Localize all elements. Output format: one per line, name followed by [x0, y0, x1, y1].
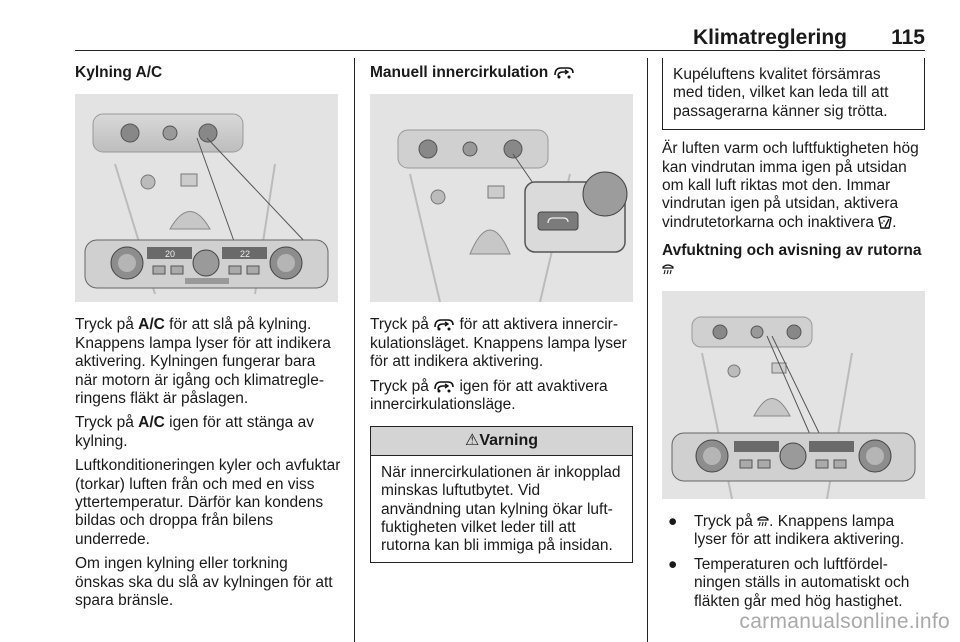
paragraph-recirc-on: Tryck på för att aktivera innercirkulationsläget. Knappens lampa lyser för att indikera aktivering.	[370, 316, 627, 371]
display-right-temp: 22	[240, 249, 251, 260]
chapter-title: Klimatreglering	[692, 26, 847, 49]
warning-header	[371, 427, 632, 455]
recirculation-icon	[433, 317, 455, 331]
warning-title: Varning	[479, 432, 539, 450]
watermark: carmanualsonline.info	[739, 610, 950, 633]
defrost-panel-illustration	[662, 291, 925, 499]
column-2	[370, 58, 633, 563]
figure-recirculation-panel	[370, 94, 633, 302]
recirculation-panel-illustration	[370, 94, 633, 302]
windscreen-wiper-icon	[878, 215, 892, 229]
ac-key-label: A/C	[138, 414, 165, 432]
column-divider-1	[354, 58, 355, 642]
defrost-icon	[757, 514, 769, 528]
ac-panel-illustration	[75, 94, 338, 302]
defrost-icon	[662, 262, 674, 276]
section-heading-cooling: Kylning A/C	[75, 64, 163, 81]
list-item: ● Tryck på . Knappens lampa lyser för att indikera aktivering.	[668, 513, 905, 549]
column-1	[75, 58, 341, 617]
figure-defrost-panel	[662, 291, 925, 499]
warning-text: När innercirkulationen är inkopplad minskas luftutbytet. Vid användning utan kylning ökar luftfuktigheten vilket leder till att rutorna kan bli immiga på insidan.	[381, 463, 621, 555]
paragraph-ac-fuel: Om ingen kylning eller torkning önskas ska du slå av kylningen för att spara bränsle.	[75, 555, 333, 610]
warning-box	[370, 426, 633, 562]
page-number: 115	[891, 26, 925, 49]
paragraph-ac-condensation: Luftkonditioneringen kyler och avfuktar (torkar) luften från och med en viss yttertemperatur. Därför kan kondens bildas och droppa från bilens underrede.	[75, 457, 341, 548]
warning-icon: ⚠	[464, 432, 480, 450]
paragraph-recirc-off: Tryck på igen för att avaktivera innercirkulationsläge.	[370, 377, 608, 414]
display-left-temp: 20	[165, 249, 176, 260]
page-header	[75, 22, 925, 51]
defrost-steps	[662, 513, 925, 611]
figure-ac-panel	[75, 94, 338, 302]
ac-key-label: A/C	[138, 316, 165, 334]
list-item: ● Temperaturen och luftfördelningen ställs in automatiskt och fläkten går med hög hastighet.	[668, 555, 910, 610]
note-box: Kupéluftens kvalitet försämras med tiden, vilket kan leda till att passagerarna känner sig trötta.	[662, 58, 925, 130]
section-heading-recirculation: Manuell innercirkulation	[370, 64, 633, 82]
recirculation-icon	[553, 65, 575, 79]
paragraph-ac-off: Tryck på A/C igen för att stänga av kylning.	[75, 414, 314, 450]
column-divider-2	[647, 58, 648, 642]
column-3	[662, 58, 925, 617]
paragraph-windshield-fog: Är luften varm och luftfuktigheten hög kan vindrutan imma igen på utsidan om kall luft riktas mot den. Immar vindrutan igen på utsidan, aktivera vindrutetorkarna och inaktivera .	[662, 140, 919, 231]
paragraph-ac-on: Tryck på A/C för att slå på kylning. Knappens lampa lyser för att indikera aktivering. Kylningen fungerar bara när motorn är igång och klimatregleringens fläkt är påslagen.	[75, 316, 331, 408]
section-heading-defrost: Avfuktning och avisning av rutorna	[662, 242, 925, 279]
recirculation-icon	[433, 379, 455, 393]
